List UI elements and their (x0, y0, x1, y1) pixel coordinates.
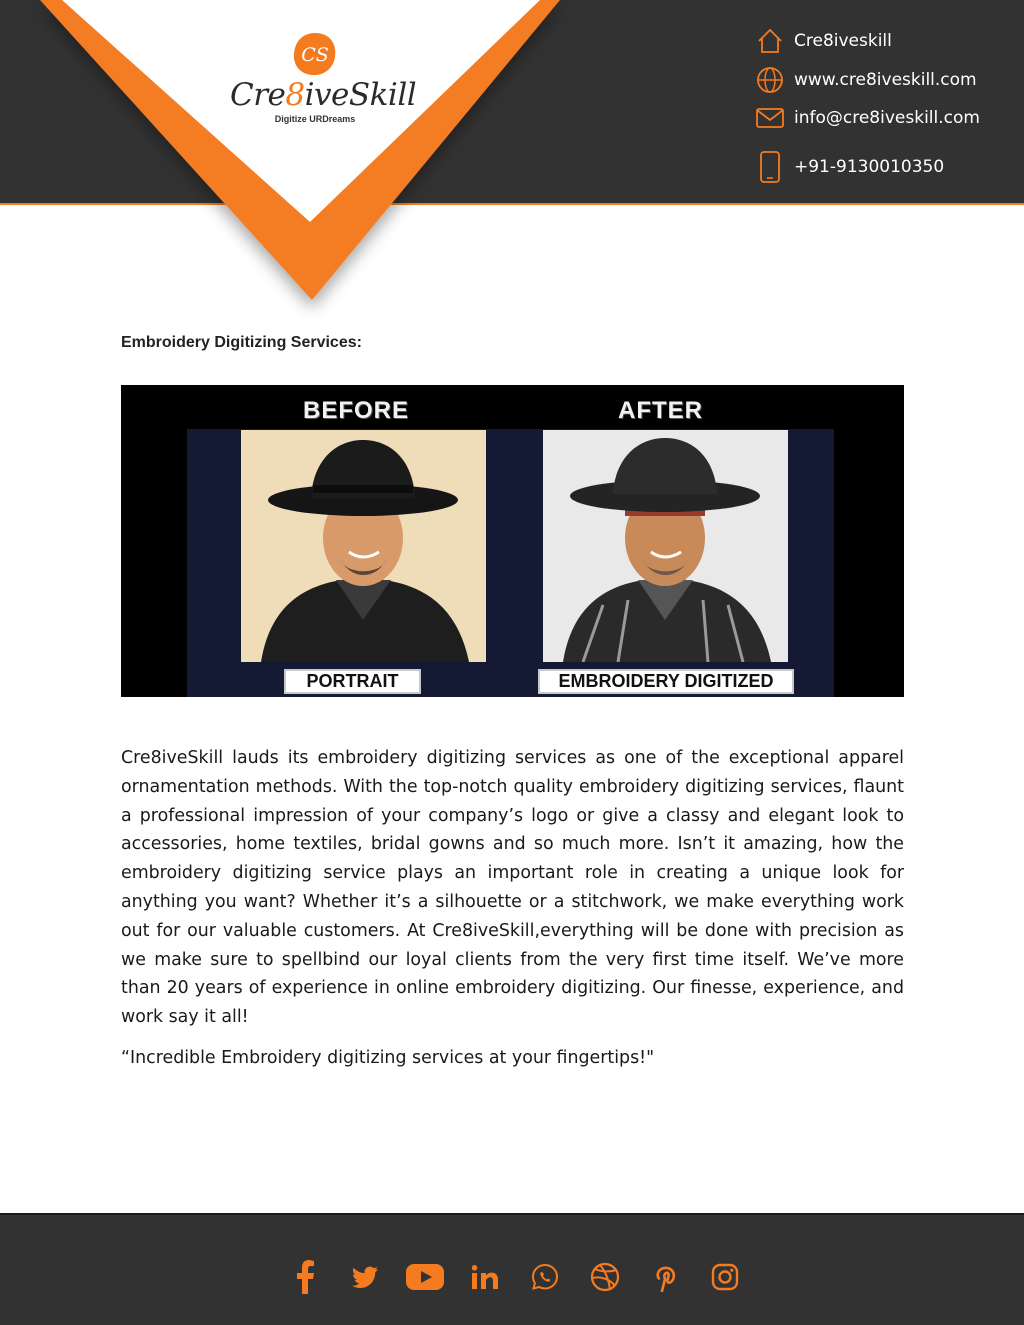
youtube-icon[interactable] (406, 1259, 444, 1295)
article-quote: “Incredible Embroidery digitizing services at your fingertips!" (121, 1048, 655, 1068)
section-title: Embroidery Digitizing Services: (121, 334, 362, 351)
phone-number[interactable]: +91-9130010350 (794, 157, 945, 177)
website-link[interactable]: www.cre8iveskill.com (794, 70, 977, 90)
embroidery-image (543, 430, 788, 662)
article-paragraph: Cre8iveSkill lauds its embroidery digitizing services as one of the exceptional apparel ornamentation methods. With the top-notch quality embroidery digitizing services, flaunt a professional impression of your company’s logo or give a classy and elegant look to accessories, home textiles, bridal gowns and so much more. Isn’t it amazing, how the embroidery digitizing service plays an important role in creating a unique look for anything you want? Whether it’s a silhouette or a stitchwork, we make everything work out for our valuable customers. At Cre8iveSkill,everything will be done with precision as we make sure to spellbind our loyal clients from the very first time itself. We’ve more than 20 years of experience in online embroidery digitizing. Our finesse, experience, and work say it all! (121, 748, 904, 1028)
email-link[interactable]: info@cre8iveskill.com (794, 108, 980, 128)
logo-mark-icon (290, 30, 340, 78)
contact-website[interactable] (755, 65, 977, 95)
home-icon (755, 26, 785, 56)
footer-bar (0, 1213, 1024, 1325)
before-label: BEFORE (303, 397, 410, 424)
pinterest-icon[interactable] (646, 1259, 684, 1295)
globe-icon (755, 65, 785, 95)
before-after-banner (121, 385, 904, 697)
brand-tagline: Digitize URDreams (274, 114, 356, 124)
portrait-image (241, 430, 486, 662)
company-name: Cre8iveskill (794, 31, 892, 51)
linkedin-icon[interactable] (466, 1259, 504, 1295)
contact-company (755, 26, 892, 56)
whatsapp-icon[interactable] (526, 1259, 564, 1295)
portrait-caption: PORTRAIT (284, 669, 421, 694)
embroidery-caption: EMBROIDERY DIGITIZED (538, 669, 794, 694)
facebook-icon[interactable] (286, 1259, 324, 1295)
dribbble-icon[interactable] (586, 1259, 624, 1295)
svg-text:CS: CS (301, 44, 329, 66)
contact-phone[interactable] (755, 152, 944, 182)
instagram-icon[interactable] (706, 1259, 744, 1295)
after-label: AFTER (618, 397, 703, 424)
phone-icon (755, 152, 785, 182)
brand-wordmark: Cre8iveSkill (230, 77, 417, 113)
mail-icon (755, 103, 785, 133)
contact-email[interactable] (755, 103, 980, 133)
brand-logo[interactable] (230, 30, 417, 160)
twitter-icon[interactable] (346, 1259, 384, 1295)
social-links (0, 1259, 1024, 1295)
